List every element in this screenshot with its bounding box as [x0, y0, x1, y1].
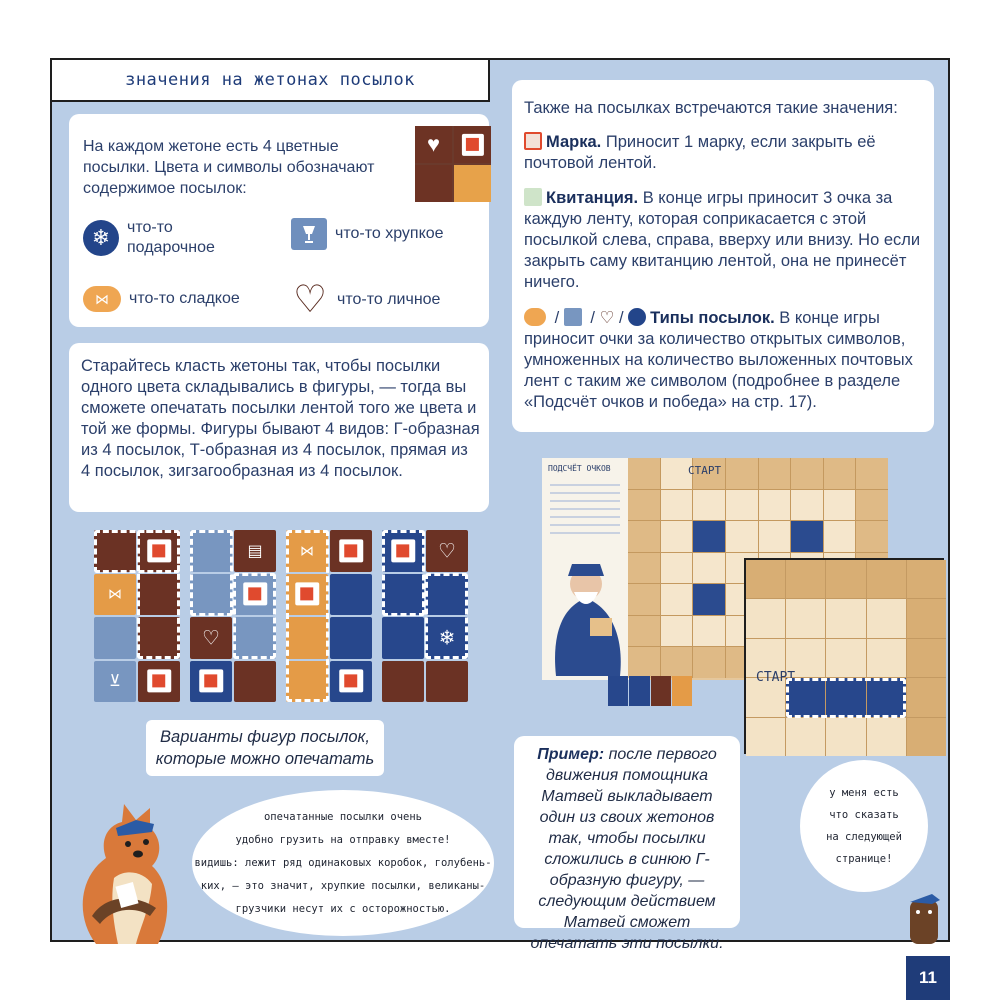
player-token-illustration: [608, 676, 692, 706]
snowflake-icon: ❄: [438, 627, 456, 650]
shapes-caption: [146, 720, 384, 776]
receipt-icon: ▤: [247, 542, 263, 560]
shapes-caption-line-2: которые можно опечатать: [155, 750, 375, 768]
right-bubble-line-4: странице!: [835, 853, 893, 865]
heart-icon: ♥: [426, 130, 441, 156]
dog-speech-bubble: [192, 790, 494, 936]
stamp-icon: [147, 539, 171, 562]
snowflake-icon: ❄: [83, 220, 119, 256]
scorecard-title: ПОДСЧЁТ ОЧКОВ: [548, 464, 611, 473]
shape-example-zigzag: [382, 530, 468, 702]
heart-icon: ♡: [599, 309, 615, 327]
goblet-icon: [291, 218, 327, 250]
receipt-icon: [524, 188, 542, 206]
example-text: Пример: после первого движения помощника Матвей выкладывает один из своих жетонов так, чтобы посылки сложились в синюю Г-образную фигуру, — следующим действием Матвей сможет опечатать эти посылки.: [530, 746, 724, 952]
stamp-title: Марка.: [546, 133, 602, 151]
bubble-line-4: ких, — это значит, хрупкие посылки, великаны-: [200, 879, 486, 892]
bubble-line-1: опечатанные посылки очень: [263, 810, 423, 823]
token-example-icon: [415, 126, 491, 202]
stamp-icon: [524, 132, 542, 150]
section-title: значения на жетонах посылок: [125, 70, 415, 90]
legend-personal: [291, 279, 441, 321]
stamp-icon: [147, 670, 171, 693]
snowflake-icon: [628, 308, 646, 326]
candy-icon: ⋈: [83, 286, 121, 312]
shapes-text: Старайтесь класть жетоны так, чтобы посылки одного цвета складывались в фигуры, — тогда вы сможете опечатать посылки лентой того же цвета и той же формы. Фигуры бывают 4 видов: Г-образная из 4 посылок, Т-образная из 4 посылок, прямая из 4 посылок, зигзагообразная из 4 посылок.: [81, 357, 480, 480]
token-intro-text: На каждом жетоне есть 4 цветные посылки. Цвета и символы обозначают содержимое посылок:: [83, 138, 375, 197]
types-title: Типы посылок.: [650, 309, 775, 327]
candy-icon: [524, 308, 546, 326]
stamp-icon: [339, 670, 363, 693]
stamp-icon: [295, 583, 319, 606]
bubble-line-5: грузчики несут их с осторожностью.: [235, 902, 451, 915]
stamp-icon: [243, 583, 267, 606]
stamp-text: Приносит 1 марку, если закрыть её почтовой лентой.: [524, 133, 876, 172]
candy-icon: ⋈: [300, 542, 314, 559]
legend-sweet: [83, 286, 240, 312]
mascot-character-illustration: [902, 886, 946, 944]
bubble-line-2: удобно грузить на отправку вместе!: [235, 833, 451, 846]
legend-personal-label: что-то личное: [337, 291, 441, 308]
legend-gift: [83, 218, 237, 258]
stamp-icon: [461, 133, 483, 155]
postman-illustration: [546, 548, 628, 676]
shape-examples: [94, 530, 474, 710]
legend-sweet-label: что-то сладкое: [129, 290, 240, 307]
example-card: [514, 736, 740, 952]
bird-speech-bubble: [800, 760, 928, 892]
stamp-icon: [391, 539, 415, 562]
shapes-caption-line-1: Варианты фигур посылок,: [160, 728, 370, 746]
legend-gift-label: что-то подарочное: [127, 219, 215, 256]
page-frame: [50, 58, 950, 952]
stamp-icon: [199, 670, 223, 693]
candy-icon: ⋈: [108, 585, 122, 602]
page-number: 11: [906, 956, 950, 1000]
shape-example-t: [190, 530, 276, 702]
token-legend-card: [69, 114, 489, 327]
token-values-card: [512, 80, 934, 432]
goblet-icon: ⊻: [109, 673, 121, 691]
zoom-start-label: СТАРТ: [756, 670, 796, 685]
bubble-line-3: видишь: лежит ряд одинаковых коробок, голубень-: [194, 856, 492, 869]
stamp-entry: [524, 132, 924, 174]
stamp-icon: [339, 539, 363, 562]
example-label: Пример:: [537, 746, 605, 763]
dog-mascot-illustration: [66, 798, 188, 944]
board-start-label: СТАРТ: [688, 464, 722, 477]
types-entry: / / ♡ / Типы посылок. В конце игры приносит очки за количество открытых символов, умноженных на количество выложенных почтовых лент с таким же символом (подробнее в разделе «Подсчёт очков и победа» на стр. 17).: [524, 309, 913, 411]
board-zoom-illustration: [744, 558, 944, 754]
legend-fragile: [291, 218, 444, 250]
scorecard: [542, 458, 632, 680]
types-text: В конце игры приносит очки за количество открытых символов, умноженных на количество выложенных почтовых лент с таким же символом (подробнее в разделе «Подсчёт очков и победа» на стр. 17).: [524, 309, 913, 411]
shape-example-line: [286, 530, 372, 702]
right-bubble-line-3: на следующей: [826, 831, 902, 843]
right-bubble-line-2: что сказать: [829, 809, 899, 821]
legend-fragile-label: что-то хрупкое: [335, 225, 444, 242]
shapes-text-card: [69, 343, 489, 512]
heart-icon: ♡: [438, 540, 456, 563]
heart-icon: ♡: [292, 279, 328, 321]
receipt-title: Квитанция.: [546, 189, 639, 207]
goblet-icon: [564, 308, 582, 326]
shape-example-l: [94, 530, 180, 702]
values-intro: Также на посылках встречаются такие значения:: [524, 99, 898, 117]
heart-icon: ♡: [202, 627, 220, 650]
receipt-text: В конце игры приносит 3 очка за каждую ленту, которая соприкасается с этой посылкой слева, справа, вверху или внизу. Но если закрыть саму квитанцию лентой, она не принесёт ничего.: [524, 189, 921, 291]
right-bubble-line-1: у меня есть: [829, 787, 899, 799]
receipt-entry: [524, 188, 924, 293]
section-title-tab: [50, 58, 490, 102]
